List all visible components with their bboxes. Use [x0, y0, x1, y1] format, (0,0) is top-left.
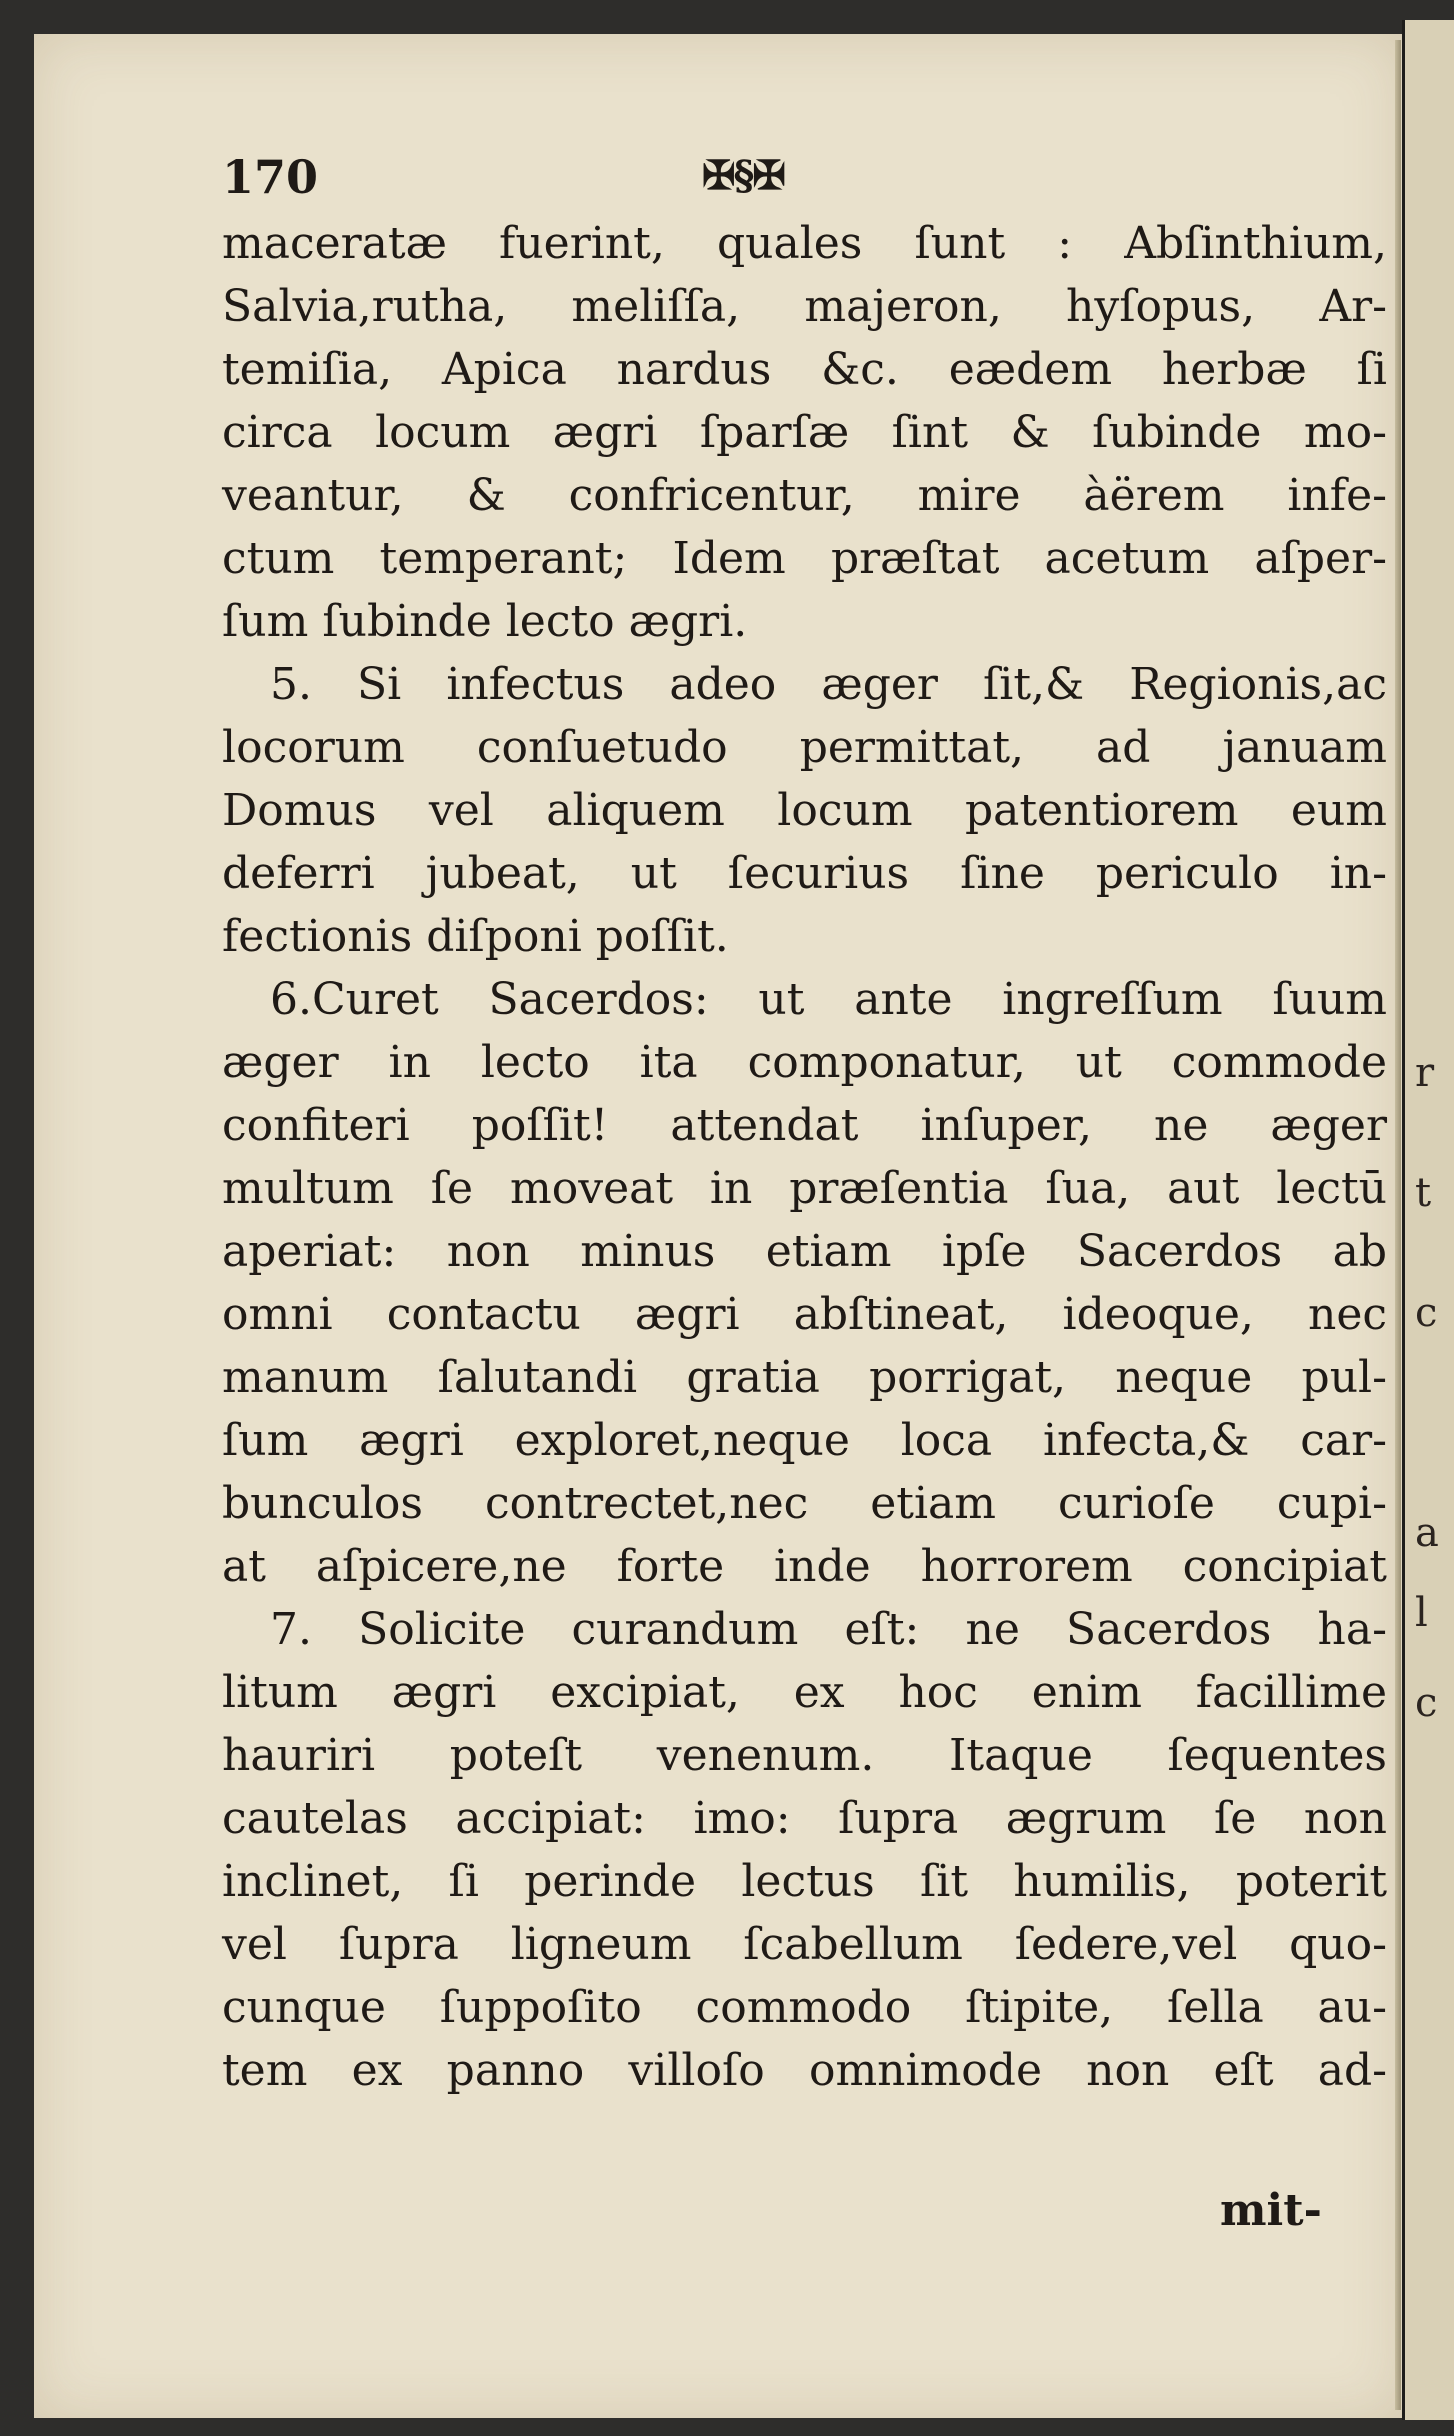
facing-page-letter: r: [1415, 1050, 1435, 1096]
text-line: multum ſe moveat in præſentia ſua, aut lectū: [222, 1163, 1387, 1214]
text-line: cunque ſuppoſito commodo ſtipite, ſella au-: [222, 1982, 1387, 2033]
text-line: ctum temperant; Idem præſtat acetum aſper-: [222, 533, 1387, 584]
catchword: mit-: [1220, 2185, 1322, 2236]
text-line: hauriri poteſt venenum. Itaque ſequentes: [222, 1730, 1387, 1781]
text-line: omni contactu ægri abſtineat, ideoque, nec: [222, 1289, 1387, 1340]
running-header: [222, 150, 1362, 220]
text-line: locorum conſuetudo permittat, ad januam: [222, 722, 1387, 773]
text-line: æger in lecto ita componatur, ut commode: [222, 1037, 1387, 1088]
text-line: deferri jubeat, ut ſecurius ſine periculo in-: [222, 848, 1387, 899]
text-line: veantur, & confricentur, mire àërem infe-: [222, 470, 1387, 521]
text-line: Salvia,rutha, meliſſa, majeron, hyſopus, Ar-: [222, 281, 1387, 332]
facing-page-letter: a: [1415, 1510, 1439, 1556]
text-line: Domus vel aliquem locum patentiorem eum: [222, 785, 1387, 836]
text-line: bunculos contrectet,nec etiam curioſe cupi-: [222, 1478, 1387, 1529]
page-number: 170: [222, 150, 319, 204]
text-line: litum ægri excipiat, ex hoc enim facillime: [222, 1667, 1387, 1718]
text-line: circa locum ægri ſparſæ ſint & ſubinde mo-: [222, 407, 1387, 458]
text-line: manum ſalutandi gratia porrigat, neque pul-: [222, 1352, 1387, 1403]
page-gutter: [1395, 40, 1401, 2410]
facing-page-edge: [1402, 20, 1454, 2420]
facing-page-letter: c: [1415, 1290, 1438, 1336]
text-line: fectionis diſponi poſſit.: [222, 911, 729, 962]
text-line: aperiat: non minus etiam ipſe Sacerdos ab: [222, 1226, 1387, 1277]
body-text: [222, 212, 1387, 2102]
text-line: temiſia, Apica nardus &c. eædem herbæ ſi: [222, 344, 1387, 395]
text-line: ſum ſubinde lecto ægri.: [222, 596, 748, 647]
text-line: vel ſupra ligneum ſcabellum ſedere,vel quo-: [222, 1919, 1387, 1970]
text-line: maceratæ fuerint, quales ſunt : Abſinthium,: [222, 218, 1387, 269]
text-line: 6.Curet Sacerdos: ut ante ingreſſum ſuum: [270, 974, 1387, 1025]
text-line: at aſpicere,ne forte inde horrorem concipiat: [222, 1541, 1387, 1592]
text-line: inclinet, ſi perinde lectus ſit humilis, poterit: [222, 1856, 1387, 1907]
header-ornament: ✠§✠: [702, 152, 784, 199]
text-line: cautelas accipiat: imo: ſupra ægrum ſe non: [222, 1793, 1387, 1844]
text-line: confiteri poſſit! attendat inſuper, ne æger: [222, 1100, 1387, 1151]
text-line: 7. Solicite curandum eſt: ne Sacerdos ha-: [270, 1604, 1387, 1655]
facing-page-letter: l: [1415, 1590, 1428, 1636]
text-line: ſum ægri exploret,neque loca infecta,& car-: [222, 1415, 1387, 1466]
text-line: tem ex panno villoſo omnimode non eſt ad-: [222, 2045, 1387, 2096]
facing-page-letter: c: [1415, 1680, 1438, 1726]
facing-page-letter: t: [1415, 1170, 1432, 1216]
text-line: 5. Si infectus adeo æger ſit,& Regionis,ac: [270, 659, 1387, 710]
